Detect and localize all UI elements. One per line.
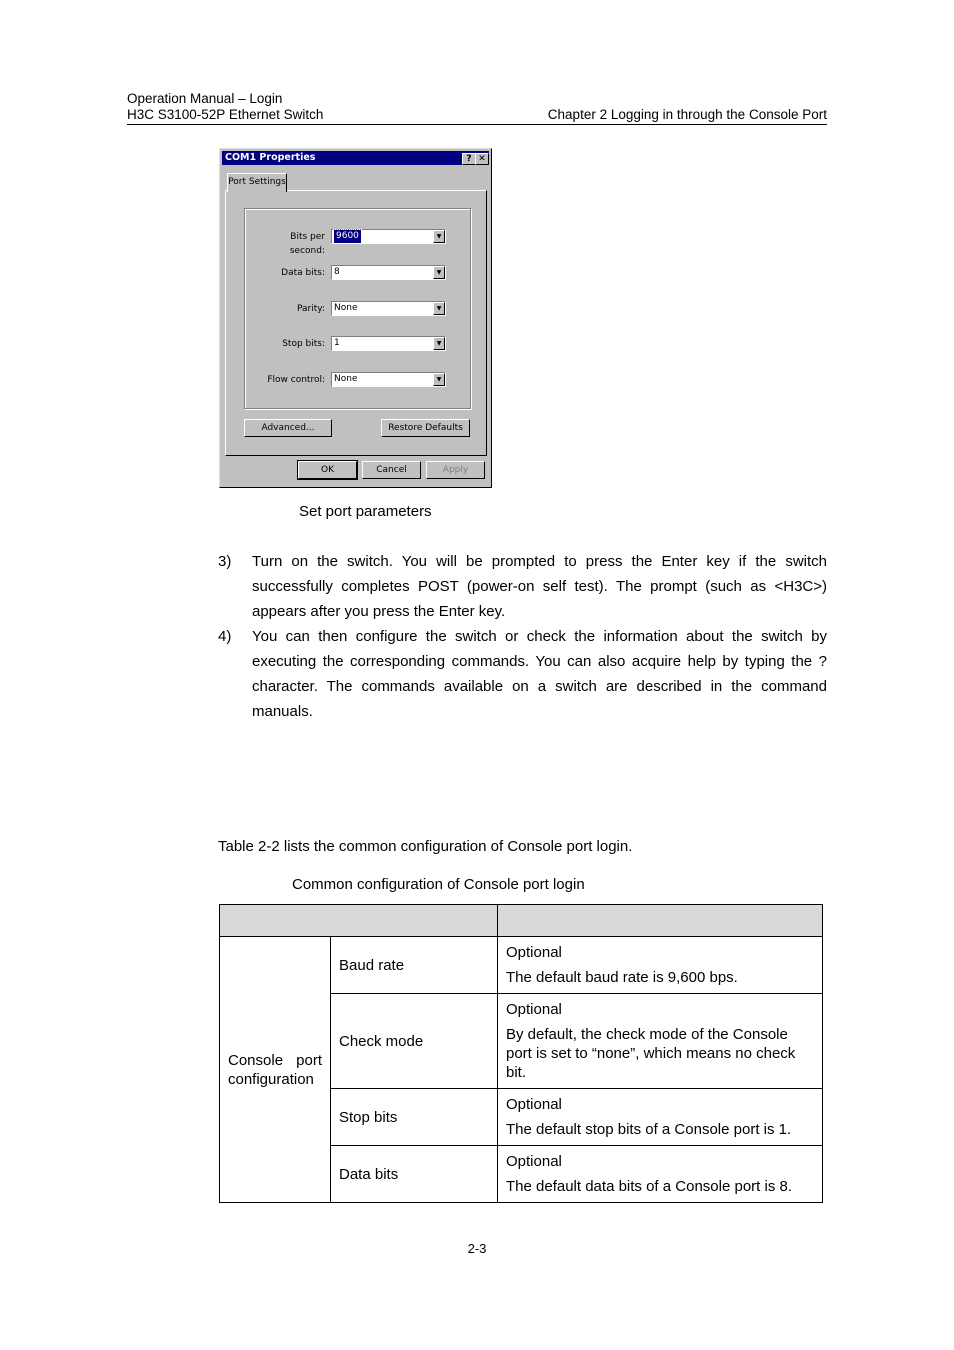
page-number: 2-3 xyxy=(467,1241,487,1256)
table-header-cell xyxy=(498,905,823,937)
help-icon[interactable]: ? xyxy=(462,153,476,165)
chevron-down-icon[interactable]: ▼ xyxy=(433,337,445,350)
com1-properties-dialog xyxy=(219,148,492,488)
desc-cell xyxy=(498,937,823,994)
ok-button[interactable]: OK xyxy=(298,461,357,479)
apply-button[interactable]: Apply xyxy=(426,461,485,479)
flow-control-value: None xyxy=(334,374,358,384)
item-cell: Data bits xyxy=(331,1146,498,1203)
desc-cell xyxy=(498,1089,823,1146)
parity-label: Parity: xyxy=(297,304,325,314)
stop-bits-value: 1 xyxy=(334,338,340,348)
step-number: 4) xyxy=(218,628,232,645)
stop-bits-label: Stop bits: xyxy=(282,339,325,349)
description-text: By default, the check mode of the Console port is set to “none”, which means no check bit. xyxy=(506,1026,796,1081)
step-text: You can then configure the switch or check the information about the switch by executing the corresponding commands. You can also acquire help by typing the ? character. The commands available on a switch are described in the command manuals. xyxy=(252,628,827,720)
desc-cell xyxy=(498,994,823,1089)
requirement-text: Optional xyxy=(506,1096,562,1113)
item-cell: Check mode xyxy=(331,994,498,1089)
bits-per-second-label: Bits per second: xyxy=(289,232,325,256)
step-item xyxy=(218,624,828,724)
parity-value: None xyxy=(334,303,358,313)
dialog-title-bar xyxy=(222,151,489,165)
table-header-cell xyxy=(220,905,498,937)
bits-per-second-value: 9600 xyxy=(336,231,359,241)
restore-defaults-button[interactable]: Restore Defaults xyxy=(381,419,470,437)
chevron-down-icon[interactable]: ▼ xyxy=(433,230,445,243)
header-line2 xyxy=(127,107,827,123)
bits-per-second-select[interactable] xyxy=(331,229,446,244)
console-config-table xyxy=(219,904,823,1203)
data-bits-label: Data bits: xyxy=(281,268,325,278)
step-text: Turn on the switch. You will be prompted to press the Enter key if the switch successfully completes POST (power-on self test). The prompt (such as <H3C>) appears after you press the Enter key. xyxy=(252,553,827,620)
step-number: 3) xyxy=(218,553,232,570)
settings-group xyxy=(244,208,471,409)
chevron-down-icon[interactable]: ▼ xyxy=(433,302,445,315)
tab-port-settings[interactable]: Port Settings xyxy=(227,173,287,192)
desc-cell xyxy=(498,1146,823,1203)
header-product-name: H3C S3100-52P Ethernet Switch xyxy=(127,107,324,122)
requirement-text: Optional xyxy=(506,1001,562,1018)
flow-control-select[interactable] xyxy=(331,372,446,387)
step-item xyxy=(218,549,828,624)
header-manual-title: Operation Manual – Login xyxy=(127,91,283,106)
port-settings-panel xyxy=(225,190,487,456)
flow-control-label: Flow control: xyxy=(267,375,325,385)
description-text: The default baud rate is 9,600 bps. xyxy=(506,969,738,986)
group-cell: Console port configuration xyxy=(220,937,331,1203)
header-chapter-title: Chapter 2 Logging in through the Console Port xyxy=(547,107,827,122)
item-cell: Stop bits xyxy=(331,1089,498,1146)
chevron-down-icon[interactable]: ▼ xyxy=(433,266,445,279)
description-text: The default stop bits of a Console port is 1. xyxy=(506,1121,792,1138)
header-rule xyxy=(127,124,827,125)
dialog-title: COM1 Properties xyxy=(225,152,316,163)
advanced-button[interactable]: Advanced... xyxy=(244,419,332,437)
parity-select[interactable] xyxy=(331,301,446,316)
data-bits-select[interactable] xyxy=(331,265,446,280)
data-bits-value: 8 xyxy=(334,267,340,277)
cancel-button[interactable]: Cancel xyxy=(362,461,421,479)
table-intro-text: Table 2-2 lists the common configuration of Console port login. xyxy=(218,838,633,855)
description-text: The default data bits of a Console port is 8. xyxy=(506,1178,793,1195)
close-icon[interactable]: ✕ xyxy=(475,153,489,165)
chevron-down-icon[interactable]: ▼ xyxy=(433,373,445,386)
figure-caption: Set port parameters xyxy=(299,503,432,520)
table-row xyxy=(220,937,823,994)
stop-bits-select[interactable] xyxy=(331,336,446,351)
requirement-text: Optional xyxy=(506,1153,562,1170)
table-header-row xyxy=(220,905,823,937)
table-caption: Common configuration of Console port login xyxy=(292,876,585,893)
requirement-text: Optional xyxy=(506,944,562,961)
item-cell: Baud rate xyxy=(331,937,498,994)
